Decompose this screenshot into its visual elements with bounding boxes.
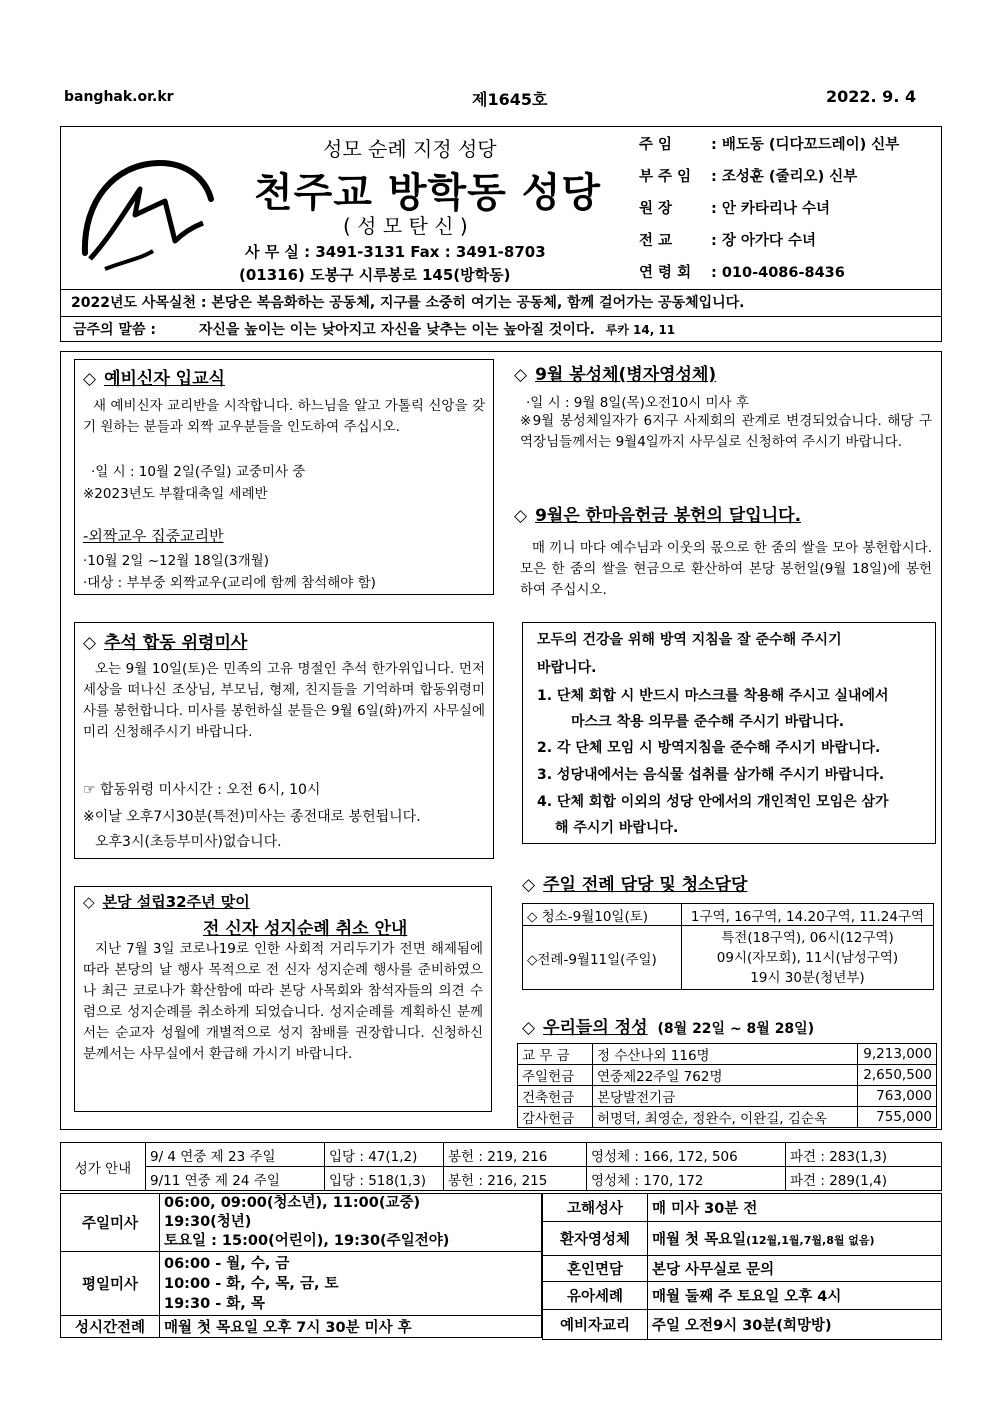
feast-name: ( 성 모 탄 신 )	[343, 214, 468, 238]
guideline-intro: 바랍니다.	[537, 660, 597, 676]
site-url[interactable]: banghak.or.kr	[64, 89, 174, 105]
guideline-item: 마스크 착용 의무를 준수해 주시기 바랍니다.	[571, 714, 845, 730]
mass-time: ☞ 합동위령 미사시간 : 오전 6시, 10시	[83, 782, 321, 798]
catechumen-notice	[74, 359, 494, 595]
guideline-item: 3. 성당내에서는 음식물 섭취를 삼가해 주시기 바랍니다.	[537, 767, 885, 783]
note: ※2023년도 부활대축일 세례반	[83, 486, 268, 502]
body-text: 오는 9월 10일(토)은 민족의 고유 명절인 추석 한가위입니다. 먼저 세상을 떠나신 조상님, 부모님, 형제, 친지들을 기억하며 합동위령미사를 봉헌합니다. 미사를 봉헌하실 분들은 9월 6일(화)까지 사무실에 미리 신청해주시기 바랍니다.	[83, 661, 485, 740]
section-title: ◇ 예비신자 입교식	[83, 369, 225, 389]
table-row: 성가 안내 9/ 4 연중 제 23 주일 입당 : 47(1,2) 봉헌 : 219, 216 영성체 : 166, 172, 506 파견 : 283(1,3)	[61, 1143, 942, 1167]
table-row: 주일헌금 연중제22주일 762명 2,650,500	[518, 1065, 937, 1086]
body-text: 지난 7월 3일 코로나19로 인한 사회적 거리두기가 전면 해제됨에 따라 본당의 날 행사 목적으로 전 신자 성지순례 행사를 준비하였으나 최근 코로나가 확산함에 따라 본당 사목회와 참석자들의 의견 수렴으로 성지순례를 취소하게 되었습니다. 성지순례를 계획하신 분께서는 순교자 성월에 개별적으로 성지 참배를 권장합니다. 신청하신 분께서는 사무실에서 환급해 가시기 바랍니다.	[83, 941, 483, 1062]
issue-number: 제1645호	[472, 90, 548, 109]
section-title: ◇ 주일 전례 담당 및 청소담당	[522, 875, 748, 895]
table-row: 유아세례 매월 둘째 주 토요일 오후 4시	[543, 1282, 942, 1310]
note: ※이날 오후7시30분(특전)미사는 종전대로 봉헌됩니다.	[83, 809, 421, 825]
weekly-word: 금주의 말씀 : 자신을 높이는 이는 낮아지고 자신을 낮추는 이는 높아질 것이다. 루카 14, 11	[73, 322, 676, 338]
table-row: 예비자교리 주일 오전9시 30분(희망방)	[543, 1310, 942, 1340]
section-subtitle: 전 신자 성지순례 취소 안내	[203, 919, 408, 939]
duty-label: ◇ 청소-9월10일(토)	[523, 904, 682, 926]
divider	[61, 289, 941, 290]
pastoral-motto: 2022년도 사목실천 : 본당은 복음화하는 공동체, 지구를 소중히 여기는 공동체, 함께 걸어가는 공동체입니다.	[71, 295, 745, 311]
masthead-subtitle: 성모 순례 지정 성당	[323, 137, 497, 161]
table-row: 감사헌금 허명덕, 최영순, 정완수, 이완길, 김순옥 755,000	[518, 1107, 937, 1128]
guideline-item: 2. 각 단체 모임 시 방역지침을 준수해 주시기 바랍니다.	[537, 740, 881, 756]
staff-row: 전 교 : 장 아가다 수녀	[639, 233, 816, 249]
mass-schedule	[60, 1193, 542, 1338]
section-title: ◇ 추석 합동 위령미사	[83, 633, 248, 653]
table-row: 주일미사 06:00, 09:00(청소년), 11:00(교중) 19:30(청년) 토요일 : 15:00(어린이), 19:30(주일전야)	[61, 1194, 542, 1252]
guideline-item: 해 주시기 바랍니다.	[555, 820, 679, 836]
duty-label: ◇전례-9월11일(주일)	[523, 926, 682, 990]
guideline-intro: 모두의 건강을 위해 방역 지침을 잘 준수해 주시기	[537, 632, 842, 648]
issue-date: 2022. 9. 4	[826, 87, 917, 106]
duty-table	[522, 903, 934, 990]
table-row	[523, 904, 934, 926]
duty-value: 특전(18구역), 06시(12구역) 09시(자모회), 11시(남성구역) 19시 30분(청년부)	[682, 926, 934, 990]
communion-sick-notice	[514, 360, 934, 453]
rice-offering-notice	[514, 501, 934, 601]
office-contact: 사 무 실 : 3491-3131 Fax : 3491-8703	[245, 243, 546, 261]
staff-row: 주 임 : 배도동 (디다꼬드레이) 신부	[639, 137, 900, 153]
parish-name: 천주교 방학동 성당	[254, 170, 601, 216]
guideline-item: 1. 단체 회합 시 반드시 마스크를 착용해 주시고 실내에서	[537, 688, 889, 704]
section-title: ◇ 본당 설립32주년 맞이	[83, 893, 250, 911]
table-row: 혼인면담 본당 사무실로 문의	[543, 1256, 942, 1282]
parish-address: (01316) 도봉구 시루봉로 145(방학동)	[239, 266, 511, 284]
sub-target: ·대상 : 부부중 외짝교우(교리에 함께 참석해야 함)	[83, 575, 376, 591]
section-title: ◇ 9월 봉성체(병자영성체)	[514, 365, 717, 385]
staff-row: 부 주 임 : 조성훈 (줄리오) 신부	[639, 169, 858, 185]
chuseok-memorial-notice	[74, 622, 494, 859]
event-date: ·일 시 : 9월 8일(목)오전10시 미사 후	[526, 395, 749, 411]
table-row: 건축헌금 본당발전기금 763,000	[518, 1086, 937, 1107]
duty-value: 1구역, 16구역, 14.20구역, 11.24구역	[682, 904, 934, 926]
table-row: 환자영성체 매월 첫 목요일(12월,1월,7월,8월 없음)	[543, 1222, 942, 1256]
table-row: 교 무 금 정 수산나외 116명 9,213,000	[518, 1044, 937, 1065]
pilgrimage-cancel-notice	[74, 886, 492, 1112]
body-text: 매 끼니 마다 예수님과 이웃의 몫으로 한 줌의 쌀을 모아 봉헌합시다. 모은 한 줌의 쌀을 현금으로 환산하여 본당 봉헌일(9월 18일)에 봉헌하여 주십시오.	[520, 540, 932, 598]
body-text: ※9월 봉성체일자가 6지구 사제회의 관계로 변경되었습니다. 해당 구역장님들께서는 9월4일까지 사무실로 신청하여 주시기 바랍니다.	[520, 413, 932, 450]
divider	[61, 316, 941, 317]
table-row: 성시간전례 매월 첫 목요일 오후 7시 30분 미사 후	[61, 1316, 542, 1338]
table-row	[523, 926, 934, 990]
body-text: 새 예비신자 교리반을 시작합니다. 하느님을 알고 가톨릭 신앙을 갖기 원하는 분들과 외짝 교우분들을 인도하여 주십시오.	[83, 398, 485, 435]
parish-logo	[65, 141, 215, 291]
hymn-label: 성가 안내	[61, 1143, 146, 1191]
masthead	[60, 126, 942, 342]
staff-row: 원 장 : 안 카타리나 수녀	[639, 201, 830, 217]
table-row: 평일미사 06:00 - 월, 수, 금 10:00 - 화, 수, 목, 금, 토 19:30 - 화, 목	[61, 1252, 542, 1316]
staff-list	[639, 133, 939, 293]
section-title: ◇ 우리들의 정성 (8월 22일 ~ 8월 28일)	[522, 1018, 815, 1038]
table-row: 9/11 연중 제 24 주일 입당 : 518(1,3) 봉헌 : 216, 215 영성체 : 170, 172 파견 : 289(1,4)	[61, 1167, 942, 1191]
offering-table	[517, 1043, 937, 1128]
sacrament-schedule	[542, 1193, 942, 1340]
sub-date: ·10월 2일 ~12월 18일(3개월)	[83, 553, 269, 569]
covid-guidelines	[522, 622, 936, 844]
event-date: ·일 시 : 10월 2일(주일) 교중미사 중	[91, 464, 306, 480]
note: 오후3시(초등부미사)없습니다.	[95, 834, 282, 850]
table-row: 고해성사 매 미사 30분 전	[543, 1194, 942, 1222]
staff-row: 연 령 회 : 010-4086-8436	[639, 265, 845, 281]
sub-title: -외짝교우 집중교리반	[83, 527, 224, 545]
hymn-table	[60, 1142, 942, 1191]
guideline-item: 4. 단체 회합 이외의 성당 안에서의 개인적인 모임은 삼가	[537, 794, 889, 810]
section-title: ◇ 9월은 한마음헌금 봉헌의 달입니다.	[514, 506, 802, 526]
